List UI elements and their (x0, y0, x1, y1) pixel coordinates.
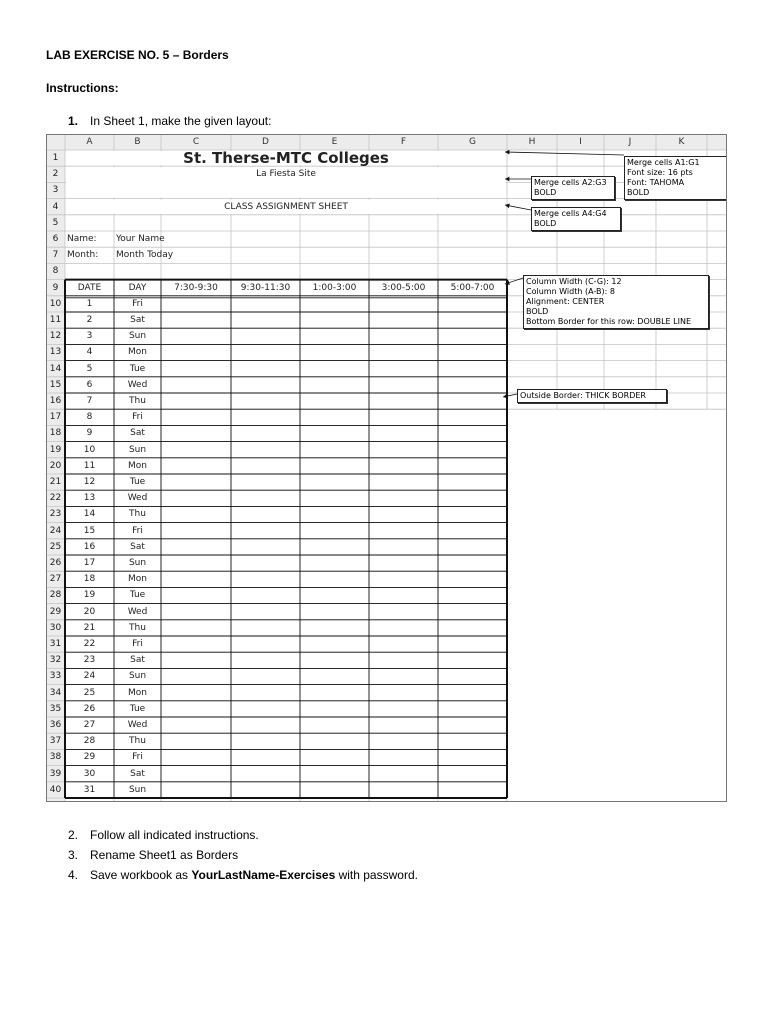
row-header-17[interactable]: 17 (49, 412, 62, 423)
date-cell[interactable]: 28 (83, 736, 96, 747)
column-header-k[interactable]: K (678, 137, 685, 147)
day-cell[interactable]: Thu (129, 622, 146, 633)
day-cell[interactable]: Thu (129, 396, 146, 406)
column-header-a[interactable]: A (86, 137, 93, 147)
table-header-day[interactable]: DAY (128, 282, 147, 293)
date-cell[interactable]: 18 (83, 574, 96, 585)
row-header-5[interactable]: 5 (52, 217, 59, 228)
day-cell[interactable]: Fri (132, 298, 143, 309)
date-cell[interactable]: 14 (83, 509, 96, 520)
row-header-13[interactable]: 13 (49, 347, 62, 358)
date-cell[interactable]: 4 (86, 347, 93, 358)
day-cell[interactable]: Sat (130, 655, 145, 666)
day-cell[interactable]: Wed (127, 493, 148, 504)
day-cell[interactable]: Sun (128, 558, 147, 568)
callout-column-width-line: Alignment: CENTER (526, 297, 605, 306)
callout-merge-a2-g3-line: Merge cells A2:G3 (534, 178, 607, 187)
row-header-26[interactable]: 26 (49, 558, 62, 568)
step-4 (68, 865, 418, 885)
document-title: LAB EXERCISE NO. 5 – Borders (46, 48, 229, 62)
instructions-heading: Instructions: (46, 81, 119, 95)
callout-merge-a1-g1 (624, 156, 727, 200)
row-header-7[interactable]: 7 (52, 250, 59, 261)
row-header-21[interactable]: 21 (49, 477, 62, 487)
name-label[interactable]: Name: (67, 234, 97, 244)
row-header-32[interactable]: 32 (49, 655, 62, 666)
row-header-14[interactable]: 14 (49, 363, 62, 374)
row-header-24[interactable]: 24 (49, 525, 62, 536)
row-header-12[interactable]: 12 (49, 331, 62, 342)
row-header-40[interactable]: 40 (49, 784, 62, 795)
date-cell[interactable]: 27 (83, 720, 96, 730)
column-header-d[interactable]: D (262, 137, 269, 147)
step-1 (68, 114, 271, 128)
step-1-number: 1. (68, 114, 79, 128)
step-2 (68, 825, 418, 845)
day-cell[interactable]: Tue (129, 590, 146, 601)
date-cell[interactable]: 3 (86, 331, 93, 342)
day-cell[interactable]: Mon (128, 460, 147, 471)
callout-merge-a1-g1-line: Font size: 16 pts (627, 168, 693, 177)
date-cell[interactable]: 22 (83, 639, 96, 649)
row-header-6[interactable]: 6 (52, 234, 59, 244)
step-1-text: In Sheet 1, make the given layout: (90, 114, 272, 128)
day-cell[interactable]: Thu (129, 736, 146, 747)
row-header-33[interactable]: 33 (49, 671, 62, 682)
day-cell[interactable]: Tue (129, 363, 146, 374)
date-cell[interactable]: 9 (86, 428, 93, 439)
row-header-9[interactable]: 9 (52, 282, 59, 293)
date-cell[interactable]: 13 (83, 493, 96, 504)
step-2-text: Follow all indicated instructions. (90, 828, 259, 842)
callout-column-width-line: BOLD (526, 307, 549, 316)
callout-column-width-line: Bottom Border for this row: DOUBLE LINE (526, 317, 691, 326)
column-header-i[interactable]: I (579, 137, 582, 147)
row-header-36[interactable]: 36 (49, 720, 62, 730)
row-header-20[interactable]: 20 (49, 460, 62, 471)
date-cell[interactable]: 12 (83, 477, 96, 487)
date-cell[interactable]: 20 (83, 606, 96, 617)
callout-outside-border (517, 389, 667, 403)
table-header-7-30-9-30[interactable]: 7:30-9:30 (174, 282, 218, 293)
day-cell[interactable]: Sun (128, 784, 147, 795)
day-cell[interactable]: Wed (127, 379, 148, 390)
day-cell[interactable]: Sat (130, 315, 145, 325)
row-header-39[interactable]: 39 (49, 768, 62, 779)
row-header-35[interactable]: 35 (49, 703, 62, 714)
row-header-27[interactable]: 27 (49, 574, 62, 585)
column-header-b[interactable]: B (134, 137, 141, 147)
date-cell[interactable]: 29 (83, 752, 96, 763)
month-value[interactable]: Month Today (116, 250, 174, 261)
callout-merge-a1-g1-line: Font: TAHOMA (627, 178, 685, 187)
row-header-15[interactable]: 15 (49, 379, 62, 390)
arrow-merge-a1 (505, 152, 624, 155)
day-cell[interactable]: Tue (129, 477, 146, 487)
name-value[interactable]: Your Name (116, 234, 165, 244)
row-header-1[interactable]: 1 (52, 153, 59, 163)
row-header-38[interactable]: 38 (49, 752, 62, 763)
day-cell[interactable]: Mon (128, 574, 147, 585)
day-cell[interactable]: Tue (129, 703, 146, 714)
date-cell[interactable]: 21 (83, 622, 96, 633)
table-header-1-00-3-00[interactable]: 1:00-3:00 (312, 282, 357, 293)
column-header-f[interactable]: F (400, 137, 407, 147)
sheet-assignment-label[interactable]: CLASS ASSIGNMENT SHEET (224, 201, 348, 212)
table-header-date[interactable]: DATE (77, 282, 102, 293)
callout-column-width-line: Column Width (A-B): 8 (526, 287, 615, 296)
day-cell[interactable]: Fri (132, 525, 143, 536)
day-cell[interactable]: Mon (128, 687, 147, 698)
day-cell[interactable]: Sat (130, 541, 145, 552)
column-header-h[interactable]: H (528, 137, 536, 147)
date-cell[interactable]: 30 (83, 768, 96, 779)
day-cell[interactable]: Mon (128, 347, 147, 358)
step-3-text: Rename Sheet1 as Borders (90, 848, 239, 862)
sheet-subtitle[interactable]: La Fiesta Site (256, 169, 316, 180)
date-cell[interactable]: 31 (83, 784, 96, 795)
row-header-23[interactable]: 23 (49, 509, 62, 520)
date-cell[interactable]: 25 (83, 687, 96, 698)
step-4-text-bold: YourLastName-Exercises (191, 868, 336, 882)
day-cell[interactable]: Fri (132, 412, 143, 423)
callout-merge-a1-g1-line: BOLD (627, 188, 650, 197)
callout-column-width-line: Column Width (C-G): 12 (526, 277, 622, 286)
column-header-c[interactable]: C (192, 137, 200, 147)
column-header-g[interactable]: G (469, 137, 476, 147)
date-cell[interactable]: 8 (86, 412, 93, 423)
day-cell[interactable]: Sat (130, 768, 145, 779)
date-cell[interactable]: 6 (86, 379, 93, 390)
date-cell[interactable]: 7 (86, 396, 93, 406)
row-header-22[interactable]: 22 (49, 493, 62, 504)
day-cell[interactable]: Sun (128, 671, 147, 682)
step-3-number: 3. (68, 848, 79, 862)
day-cell[interactable]: Sat (130, 428, 145, 439)
date-cell[interactable]: 23 (83, 655, 96, 666)
callout-merge-a4-g4-line: Merge cells A4:G4 (534, 209, 607, 218)
row-header-16[interactable]: 16 (49, 396, 62, 406)
date-cell[interactable]: 26 (83, 703, 96, 714)
date-cell[interactable]: 10 (83, 444, 96, 455)
day-cell[interactable]: Sun (128, 331, 147, 342)
callout-merge-a2-g3 (531, 176, 615, 200)
callout-merge-a1-g1-line: Merge cells A1:G1 (627, 158, 700, 167)
step-4-text-post: with password. (335, 868, 418, 882)
steps-list (68, 825, 418, 885)
column-header-e[interactable]: E (331, 137, 338, 147)
callout-merge-a4-g4-line: BOLD (534, 219, 557, 228)
row-header-4[interactable]: 4 (52, 201, 59, 212)
date-cell[interactable]: 5 (86, 363, 93, 374)
column-header-j[interactable]: J (628, 137, 632, 147)
date-cell[interactable]: 17 (83, 558, 96, 568)
callout-column-width (523, 275, 709, 329)
table-header-9-30-11-30[interactable]: 9:30-11:30 (240, 282, 291, 293)
callout-merge-a4-g4 (531, 207, 621, 231)
step-4-number: 4. (68, 868, 79, 882)
row-header-19[interactable]: 19 (49, 444, 62, 455)
row-header-10[interactable]: 10 (49, 298, 62, 309)
date-cell[interactable]: 19 (83, 590, 96, 601)
row-header-11[interactable]: 11 (49, 315, 62, 325)
step-3 (68, 845, 418, 865)
day-cell[interactable]: Fri (132, 752, 143, 763)
spreadsheet-screenshot (46, 134, 727, 802)
day-cell[interactable]: Fri (132, 639, 143, 649)
date-cell[interactable]: 15 (83, 525, 96, 536)
day-cell[interactable]: Wed (127, 606, 148, 617)
row-header-25[interactable]: 25 (49, 541, 62, 552)
row-header-31[interactable]: 31 (49, 639, 62, 649)
row-header-2[interactable]: 2 (52, 169, 59, 180)
row-header-37[interactable]: 37 (49, 736, 62, 747)
date-cell[interactable]: 24 (83, 671, 96, 682)
callout-merge-a2-g3-line: BOLD (534, 188, 557, 197)
row-header-18[interactable]: 18 (49, 428, 62, 439)
row-header-29[interactable]: 29 (49, 606, 62, 617)
row-header-34[interactable]: 34 (49, 687, 62, 698)
table-header-3-00-5-00[interactable]: 3:00-5:00 (381, 282, 426, 293)
day-cell[interactable]: Wed (127, 720, 148, 730)
table-header-5-00-7-00[interactable]: 5:00-7:00 (450, 282, 495, 293)
row-header-8[interactable]: 8 (52, 266, 59, 277)
month-label[interactable]: Month: (67, 250, 99, 261)
row-header-30[interactable]: 30 (49, 622, 62, 633)
callout-outside-border-line: Outside Border: THICK BORDER (520, 391, 646, 400)
step-4-text-pre: Save workbook as (90, 868, 192, 882)
day-cell[interactable]: Sun (128, 444, 147, 455)
date-cell[interactable]: 16 (83, 541, 96, 552)
row-header-28[interactable]: 28 (49, 590, 62, 601)
sheet-title[interactable]: St. Therse-MTC Colleges (183, 149, 389, 167)
step-2-number: 2. (68, 828, 79, 842)
date-cell[interactable]: 1 (86, 298, 93, 309)
date-cell[interactable]: 2 (86, 315, 93, 325)
date-cell[interactable]: 11 (83, 460, 96, 471)
day-cell[interactable]: Thu (129, 509, 146, 520)
row-header-3[interactable]: 3 (52, 185, 59, 196)
